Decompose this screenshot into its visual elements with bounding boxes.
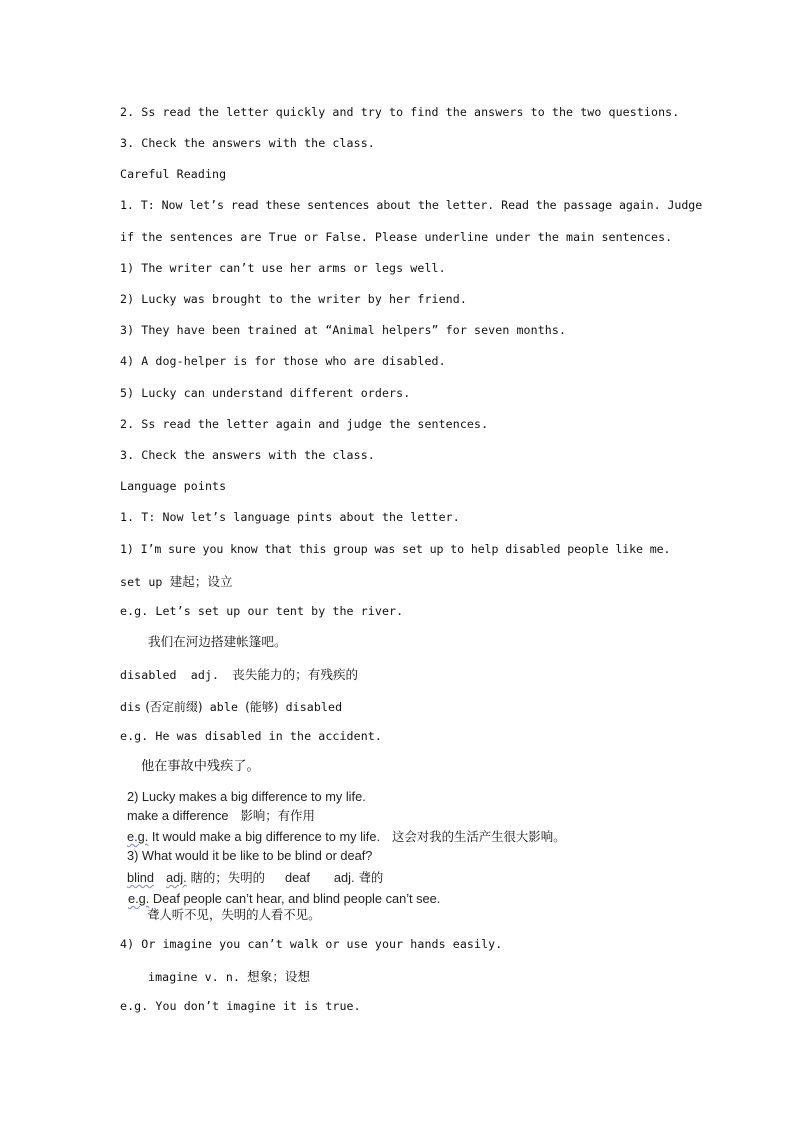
step-2-judge: 2. Ss read the letter again and judge the sentences. xyxy=(120,417,489,431)
point-4-sentence: 4) Or imagine you can’t walk or use your hands easily. xyxy=(120,937,503,951)
result-disabled: disabled xyxy=(278,700,343,714)
example-set-up-tent-translation: 我们在河边搭建帐篷吧。 xyxy=(148,634,287,649)
word-deaf: deaf xyxy=(284,870,310,885)
word-imagine xyxy=(148,969,310,985)
section-heading-careful-reading: Careful Reading xyxy=(120,167,227,181)
word-imagine-term: imagine v. n. xyxy=(148,970,248,984)
word-disabled-term: disabled adj. xyxy=(120,668,227,682)
phrase-make-a-difference xyxy=(127,808,315,824)
example-make-a-difference-translation: 这会对我的生活产生很大影响。 xyxy=(392,829,566,844)
step-2-quick-read: 2. Ss read the letter quickly and try to find the answers to the two questions. xyxy=(120,105,680,119)
step-3-check-answers-again: 3. Check the answers with the class. xyxy=(120,448,375,462)
example-disabled-accident: e.g. He was disabled in the accident. xyxy=(120,729,382,743)
careful-reading-instruction-2: if the sentences are True or False. Please underline under the main sentences. xyxy=(120,230,673,244)
phrase-set-up-meaning: 建起；设立 xyxy=(169,574,233,589)
word-formation-disabled xyxy=(120,699,342,715)
words-blind-deaf xyxy=(127,870,383,886)
statement-4: 4) A dog-helper is for those who are disabled. xyxy=(120,354,446,368)
example-imagine: e.g. You don’t imagine it is true. xyxy=(120,999,361,1013)
point-3-sentence: 3) What would it be like to be blind or deaf? xyxy=(127,848,373,863)
root-able: able xyxy=(202,700,246,714)
example-make-a-difference-sentence: It would make a big difference to my life. xyxy=(148,829,381,844)
prefix-dis: dis xyxy=(120,700,142,714)
word-disabled-meaning: 丧失能力的；有残疾的 xyxy=(232,667,359,682)
statement-1: 1) The writer can’t use her arms or legs well. xyxy=(120,261,446,275)
word-blind-meaning: 瞎的；失明的 xyxy=(186,870,265,885)
example-blind-deaf xyxy=(128,891,440,907)
step-3-check-answers: 3. Check the answers with the class. xyxy=(120,136,375,150)
point-2-sentence: 2) Lucky makes a big difference to my life. xyxy=(127,789,366,804)
phrase-set-up xyxy=(120,574,233,590)
phrase-make-a-difference-meaning: 影响；有作用 xyxy=(240,808,315,823)
phrase-set-up-term: set up xyxy=(120,575,170,589)
example-set-up-tent: e.g. Let’s set up our tent by the river. xyxy=(120,604,404,618)
language-points-instruction: 1. T: Now let’s language pints about the letter. xyxy=(120,510,460,524)
statement-5: 5) Lucky can understand different orders. xyxy=(120,386,411,400)
word-deaf-pos: adj. xyxy=(333,870,355,885)
statement-2: 2) Lucky was brought to the writer by her friend. xyxy=(120,292,467,306)
prefix-dis-gloss: (否定前缀) xyxy=(145,700,203,714)
phrase-make-a-difference-term: make a difference xyxy=(127,808,229,823)
example-blind-deaf-translation: 聋人听不见，失明的人看不见。 xyxy=(147,907,321,922)
section-heading-language-points: Language points xyxy=(120,479,227,493)
eg-marker: e.g. xyxy=(127,829,149,844)
word-imagine-meaning: 想象；设想 xyxy=(247,969,311,984)
careful-reading-instruction-1: 1. T: Now let’s read these sentences about the letter. Read the passage again. Judge xyxy=(120,198,703,212)
example-blind-deaf-sentence: Deaf people can’t hear, and blind people can’t see. xyxy=(149,891,441,906)
eg-marker-2: e.g. xyxy=(128,891,150,906)
word-disabled xyxy=(120,667,358,683)
statement-3: 3) They have been trained at “Animal helpers” for seven months. xyxy=(120,323,567,337)
root-able-gloss: (能够) xyxy=(245,700,279,714)
example-disabled-accident-translation: 他在事故中残疾了。 xyxy=(141,759,260,774)
word-deaf-meaning: 聋的 xyxy=(354,870,384,885)
example-make-a-difference xyxy=(127,829,565,845)
point-1-sentence: 1) I’m sure you know that this group was set up to help disabled people like me. xyxy=(120,542,671,556)
word-blind: blind xyxy=(127,870,155,885)
word-blind-pos: adj. xyxy=(166,870,187,885)
